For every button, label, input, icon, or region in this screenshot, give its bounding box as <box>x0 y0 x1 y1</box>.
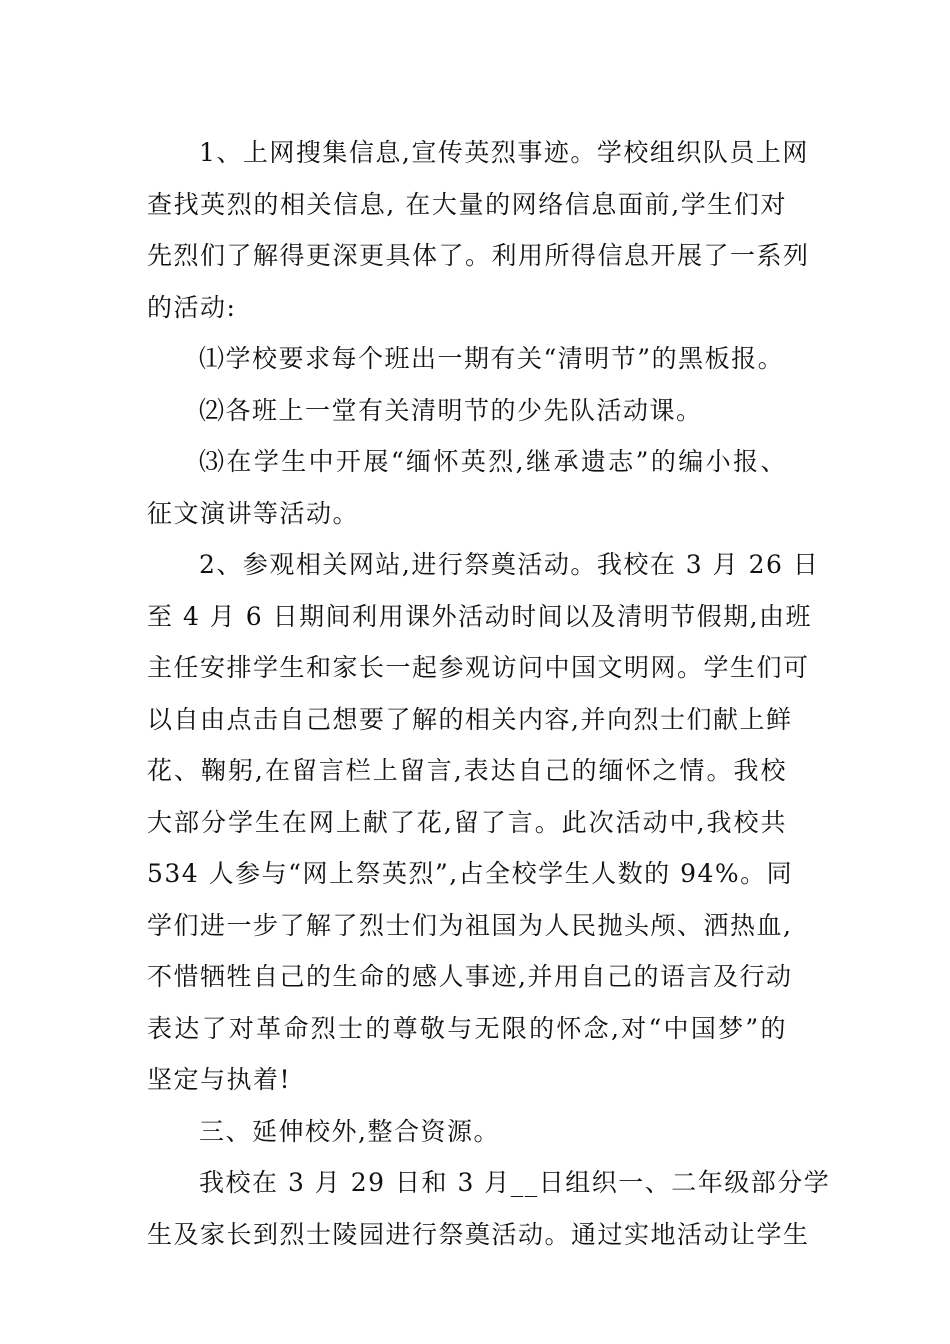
document-body <box>147 127 831 1260</box>
paragraph-3-line-1: 我校在 3 月 29 日和 3 月__日组织一、二年级部分学 <box>199 1168 831 1197</box>
paragraph-2-line-9: 不惜牺牲自己的生命的感人事迹,并用自己的语言及行动 <box>147 962 793 991</box>
paragraph-2-line-6: 大部分学生在网上献了花,留了言。此次活动中,我校共 <box>147 807 787 837</box>
list-item-1: ⑴学校要求每个班出一期有关“清明节”的黑板报。 <box>199 344 785 373</box>
paragraph-2-line-5: 花、鞠躬,在留言栏上留言,表达自己的缅怀之情。我校 <box>147 756 787 785</box>
paragraph-1-line-4: 的活动: <box>147 292 237 322</box>
paragraph-2-line-2: 至 4 月 6 日期间利用课外活动时间以及清明节假期,由班 <box>147 601 813 631</box>
paragraph-2-line-11: 坚定与执着! <box>147 1065 292 1094</box>
paragraph-2-line-8: 学们进一步了解了烈士们为祖国为人民抛头颅、洒热血, <box>147 910 793 940</box>
list-item-3-line-1: ⑶在学生中开展“缅怀英烈,继承遗志”的编小报、 <box>199 447 787 476</box>
paragraph-1-line-3: 先烈们了解得更深更具体了。利用所得信息开展了一系列 <box>147 241 810 270</box>
paragraph-2-line-4: 以自由点击自己想要了解的相关内容,并向烈士们献上鲜 <box>147 704 793 734</box>
list-item-3-line-2: 征文演讲等活动。 <box>147 498 360 528</box>
section-heading-3: 三、延伸校外,整合资源。 <box>199 1116 500 1146</box>
list-item-2: ⑵各班上一堂有关清明节的少先队活动课。 <box>199 395 703 425</box>
paragraph-2-line-1: 2、参观相关网站,进行祭奠活动。我校在 3 月 26 日 <box>199 550 820 579</box>
paragraph-2-line-7: 534 人参与“网上祭英烈”,占全校学生人数的 94%。同 <box>147 859 794 888</box>
paragraph-1-line-2: 查找英烈的相关信息, 在大量的网络信息面前,学生们对 <box>147 189 787 219</box>
paragraph-2-line-3: 主任安排学生和家长一起参观访问中国文明网。学生们可 <box>147 653 810 682</box>
paragraph-2-line-10: 表达了对革命烈士的尊敬与无限的怀念,对“中国梦”的 <box>147 1013 787 1043</box>
paragraph-3-line-2: 生及家长到烈士陵园进行祭奠活动。通过实地活动让学生 <box>147 1219 810 1249</box>
paragraph-1-line-1: 1、上网搜集信息,宣传英烈事迹。学校组织队员上网 <box>199 138 809 167</box>
